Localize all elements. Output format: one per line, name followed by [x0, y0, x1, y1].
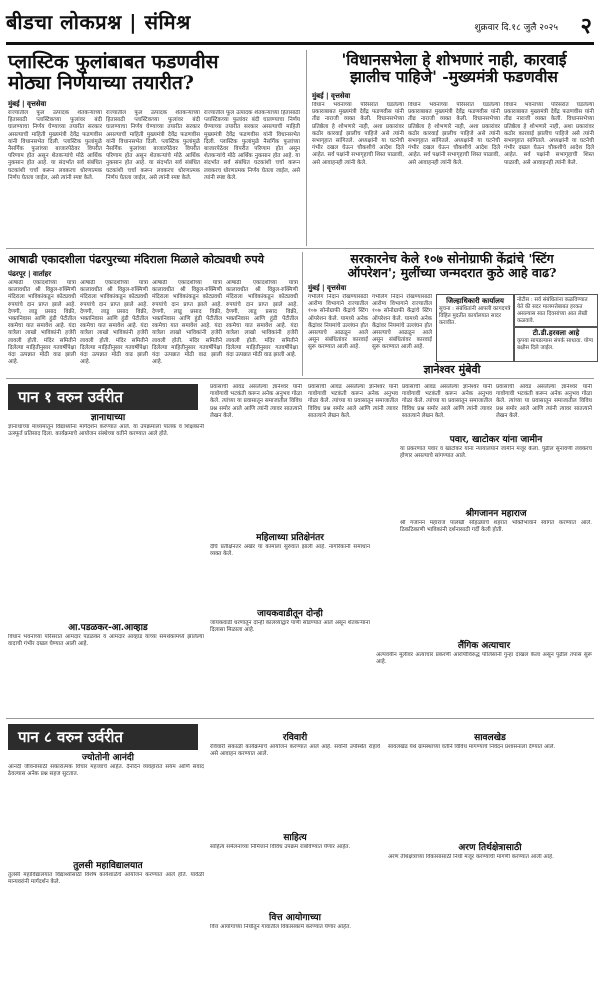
- middle-body-6: वित्त आयोगाच्या निधीतून गावातील विकासकामे करण्यात येणार आहेत.: [210, 924, 352, 930]
- sonography-headline-line-2: ऑपरेशन'; मुलींच्या जन्मदरात कुठे आहे वाढ?: [347, 264, 557, 280]
- dnyaneshwar-body-col-3: प्रवासाची आवड असलेल्या ज्ञानेश्वर यांनी गावोगावी भटकंती करून अनेक अनुभव गोळा केले. त्यांच्या या प्रवासातून समाजातील विविध प्रश्न समोर आले आणि त्यांनी त्यावर सातत्याने लेखन केले.: [496, 384, 592, 419]
- continued-8-subhead-2: तुलसी महाविद्यालयात: [73, 861, 143, 871]
- notice-2-body: कृपया सापडल्यास संपर्क साधावा. योग्य बक्षीस दिले जाईल.: [517, 338, 594, 351]
- right-subhead-4: अरण तिर्थक्षेत्रासाठी: [458, 843, 522, 853]
- plastic-headline-line-1: प्लास्टिक फुलांबाबत फडणवीस: [8, 51, 219, 73]
- right-subhead-1: पवार, खाटोकर यांना जामीन: [449, 435, 543, 445]
- sonography-body-col-2: गर्भलिंग निदान रोखण्यासाठी आरोग्य विभागाने राज्यातील १०७ सोनोग्राफी केंद्रांचे स्टिंग ऑपरेशन केले. यामध्ये अनेक केंद्रांवर नियमांचे उल्लंघन होत असल्याचे आढळून आले असून संबंधितांवर कारवाई सुरू करण्यात आली आहे.: [372, 294, 432, 351]
- assembly-body-col-2: विधान भवनाच्या परिसरात घडलेल्या प्रकाराबाबत मुख्यमंत्री देवेंद्र फडणवीस यांनी तीव्र नाराजी व्यक्त केली. विधानसभेच्या प्रतिष्ठेला हे शोभणारे नाही, अशा प्रकारांवर कठोर कारवाई झालीच पाहिजे असे त्यांनी सभागृहात सांगितले. अध्यक्षांनी या घटनेची गंभीर दखल घेऊन चौकशीचे आदेश दिले आहेत. सर्व पक्षांनी सभागृहाची शिस्त पाळावी, असे आवाहनही त्यांनी केले.: [408, 102, 500, 166]
- continued-1-subhead-2: आ.पडळकर-आ.आव्हाड: [68, 623, 148, 633]
- assembly-headline-line-1: 'विधानसभेला हे शोभणारं नाही, कारवाई: [341, 50, 567, 69]
- right-subhead-3: लैंगिक अत्याचार: [457, 641, 511, 651]
- pandharpur-headline: आषाढी एकादशीला पंढरपुरच्या मंदिराला मिळाले कोट्यवधी रुपये: [8, 253, 265, 266]
- middle-body-4: साहित्य संमेलनाच्या निमित्ताने विविध उपक्रम राबविण्यात येणार आहेत.: [210, 844, 351, 850]
- continued-8-body-2: तुलसी महाविद्यालयात विद्यार्थ्यांसाठी विशेष कार्यशाळेचे आयोजन करण्यात आले होते. यावेळी मान्यवरांनी मार्गदर्शन केले.: [8, 872, 204, 886]
- middle-subhead-5: सावलखेड: [474, 733, 506, 743]
- pandharpur-body-col-4: आषाढी एकादशीच्या यात्रा कालावधीत श्री विठ्ठल-रुक्मिणी मंदिराला भाविकांकडून कोट्यवधी रुपयांचे दान प्राप्त झाले आहे. देणगी, लाडू प्रसाद विक्री, भक्तनिवास आणि हुंडी पेटीतील रकमेचा यात समावेश आहे. यंदा यात्रेला लाखो भाविकांनी हजेरी लावली होती. मंदिर समितीने दिलेल्या माहितीनुसार गतवर्षीपेक्षा यंदा उत्पन्नात मोठी वाढ झाली आहे.: [226, 280, 298, 359]
- assembly-headline: [312, 52, 596, 85]
- assembly-byline: मुंबई | वृत्तसेवा: [312, 92, 351, 100]
- pandharpur-body-col-1: आषाढी एकादशीच्या यात्रा कालावधीत श्री विठ्ठल-रुक्मिणी मंदिराला भाविकांकडून कोट्यवधी रुपयांचे दान प्राप्त झाले आहे. देणगी, लाडू प्रसाद विक्री, भक्तनिवास आणि हुंडी पेटीतील रकमेचा यात समावेश आहे. यंदा यात्रेला लाखो भाविकांनी हजेरी लावली होती. मंदिर समितीने दिलेल्या माहितीनुसार गतवर्षीपेक्षा यंदा उत्पन्नात मोठी वाढ झाली आहे.: [8, 280, 76, 366]
- continued-page-1-banner: पान १ वरुन उर्वरीत: [8, 384, 198, 410]
- assembly-body-col-3: विधान भवनाच्या परिसरात घडलेल्या प्रकाराबाबत मुख्यमंत्री देवेंद्र फडणवीस यांनी तीव्र नाराजी व्यक्त केली. विधानसभेच्या प्रतिष्ठेला हे शोभणारे नाही, अशा प्रकारांवर कठोर कारवाई झालीच पाहिजे असे त्यांनी सभागृहात सांगितले. अध्यक्षांनी या घटनेची गंभीर दखल घेऊन चौकशीचे आदेश दिले आहेत. सर्व पक्षांनी सभागृहाची शिस्त पाळावी, असे आवाहनही त्यांनी केले.: [504, 102, 594, 166]
- pandharpur-body-col-3: आषाढी एकादशीच्या यात्रा कालावधीत श्री विठ्ठल-रुक्मिणी मंदिराला भाविकांकडून कोट्यवधी रुपयांचे दान प्राप्त झाले आहे. देणगी, लाडू प्रसाद विक्री, भक्तनिवास आणि हुंडी पेटीतील रकमेचा यात समावेश आहे. यंदा यात्रेला लाखो भाविकांनी हजेरी लावली होती. मंदिर समितीने दिलेल्या माहितीनुसार गतवर्षीपेक्षा यंदा उत्पन्नात मोठी वाढ झाली आहे.: [152, 280, 222, 366]
- right-body-3: अल्पवयीन मुलीवर अत्याचार प्रकरणी आरोपीविरुद्ध पोलिसांनी गुन्हा दाखल केला असून पुढील तपास सुरू आहे.: [376, 652, 592, 666]
- notice-3-body: नोटीस : सर्व संबंधितांना कळविण्यात येते की सदर मालमत्तेबाबत हरकत असल्यास सात दिवसांच्या आत लेखी कळवावे.: [517, 297, 588, 324]
- plastic-body-col-3: राज्यातील फूल उत्पादक शेतकऱ्यांच्या हितासाठी प्लास्टिकच्या फुलांवर बंदी घालण्याचा निर्णय घेण्याच्या तयारीत सरकार असल्याची माहिती मुख्यमंत्री देवेंद्र फडणवीस यांनी विधानसभेत दिली. प्लास्टिक फुलांमुळे नैसर्गिक फुलांच्या बाजारपेठेवर विपरीत परिणाम होत असून शेतकऱ्यांचे मोठे आर्थिक नुकसान होत आहे. या संदर्भात सर्व संबंधित घटकांशी चर्चा करून लवकरच धोरणात्मक निर्णय घेतला जाईल, असे त्यांनी स्पष्ट केले.: [204, 110, 300, 181]
- notice-box-1: [436, 294, 514, 362]
- right-body-4: अरण तीर्थक्षेत्राच्या विकासासाठी निधी मंजूर करण्याची मागणी करण्यात आली आहे.: [388, 854, 554, 860]
- plastic-headline-line-2: मोठ्या निर्णयाच्या तयारीत?: [8, 71, 194, 94]
- notice-1-title: जिल्हाधिकारी कार्यालय: [446, 297, 504, 305]
- notice-box-2: [514, 294, 598, 328]
- right-body-1: या प्रकरणात पवार व खाटोकर यांना न्यायालयाने जामीन मंजूर केला. पुढील सुनावणी लवकरच होणार असल्याचे सांगण्यात आले.: [400, 446, 592, 460]
- plastic-body-col-2: राज्यातील फूल उत्पादक शेतकऱ्यांच्या हितासाठी प्लास्टिकच्या फुलांवर बंदी घालण्याचा निर्णय घेण्याच्या तयारीत सरकार असल्याची माहिती मुख्यमंत्री देवेंद्र फडणवीस यांनी विधानसभेत दिली. प्लास्टिक फुलांमुळे नैसर्गिक फुलांच्या बाजारपेठेवर विपरीत परिणाम होत असून शेतकऱ्यांचे मोठे आर्थिक नुकसान होत आहे. या संदर्भात सर्व संबंधित घटकांशी चर्चा करून लवकरच धोरणात्मक निर्णय घेतला जाईल, असे त्यांनी स्पष्ट केले.: [106, 110, 200, 181]
- pandharpur-byline: पंढरपूर | वार्ताहर: [8, 270, 52, 278]
- middle-subhead-3: रविवारी: [282, 733, 308, 743]
- issue-date: शुक्रवार दि.१८ जुलै २०२५: [474, 23, 558, 33]
- plastic-headline: [8, 52, 304, 93]
- middle-subhead-6: वित्त आयोगाच्या: [269, 913, 321, 923]
- section-rule: [6, 248, 594, 249]
- masthead-rule: [6, 42, 594, 45]
- notice-1-body: सूचना : संबंधितांनी आपली कागदपत्रे विहित मुदतीत कार्यालयात सादर करावीत.: [439, 306, 511, 326]
- assembly-body-col-1: विधान भवनाच्या परिसरात घडलेल्या प्रकाराबाबत मुख्यमंत्री देवेंद्र फडणवीस यांनी तीव्र नाराजी व्यक्त केली. विधानसभेच्या प्रतिष्ठेला हे शोभणारे नाही, अशा प्रकारांवर कठोर कारवाई झालीच पाहिजे असे त्यांनी सभागृहात सांगितले. अध्यक्षांनी या घटनेची गंभीर दखल घेऊन चौकशीचे आदेश दिले आहेत. सर्व पक्षांनी सभागृहाची शिस्त पाळावी, असे आवाहनही त्यांनी केले.: [312, 102, 404, 166]
- right-body-2: श्री गजानन महाराज पालखी सोहळ्याचे शहरात भक्तिभावाने स्वागत करण्यात आले. ठिकठिकाणी भाविकांनी दर्शनासाठी गर्दी केली होती.: [400, 520, 592, 534]
- masthead: [6, 6, 594, 46]
- continued-1-body: ज्ञानाधाच्या माध्यमातून विद्यार्थ्यांना मार्गदर्शन करण्यात आले. या उपक्रमाला पालक व शिक्षकांनी उत्स्फूर्त प्रतिसाद दिला. कार्यक्रमाचे आयोजन संस्थेच्या वतीने करण्यात आले होते.: [8, 424, 204, 438]
- continued-8-subhead: ज्योतोनी आनंदी: [82, 753, 134, 763]
- plastic-body-col-1: राज्यातील फूल उत्पादक शेतकऱ्यांच्या हितासाठी प्लास्टिकच्या फुलांवर बंदी घालण्याचा निर्णय घेण्याच्या तयारीत सरकार असल्याची माहिती मुख्यमंत्री देवेंद्र फडणवीस यांनी विधानसभेत दिली. प्लास्टिक फुलांमुळे नैसर्गिक फुलांच्या बाजारपेठेवर विपरीत परिणाम होत असून शेतकऱ्यांचे मोठे आर्थिक नुकसान होत आहे. या संदर्भात सर्व संबंधित घटकांशी चर्चा करून लवकरच धोरणात्मक निर्णय घेतला जाईल, असे त्यांनी स्पष्ट केले.: [8, 110, 102, 181]
- continued-1-body-2: विधान भवनाच्या परिसरात आमदार पडळकर व आमदार आव्हाड यांच्या समर्थकांमध्ये झालेल्या वादाची गंभीर दखल घेण्यात आली आहे.: [8, 634, 204, 648]
- right-subhead-2: श्रीगजानन महाराज: [465, 509, 527, 519]
- middle-body-5: सावलखेड येथे ग्रामस्थांच्या वतीने विविध मागण्यांचे निवेदन प्रशासनाला देण्यात आले.: [388, 744, 556, 750]
- section-rule: [6, 378, 594, 379]
- page-number: २: [580, 14, 592, 39]
- sonography-byline: मुंबई | वृत्तसेवा: [308, 284, 347, 292]
- middle-body-2: जायकवाडी धरणातून दोन्ही कालव्यांद्वारे पाणी सोडण्यात आले असून शेतकऱ्यांना दिलासा मिळाला आहे.: [210, 620, 370, 634]
- middle-subhead-4: साहित्य: [283, 833, 307, 843]
- continued-8-body: आनंदी जीवनासाठी सकारात्मक विचार महत्त्वाचे आहेत. दैनंदिन व्यवहारात संयम आणि संवाद ठेवल्यास अनेक प्रश्न सहज सुटतात.: [8, 764, 204, 778]
- column-divider: [302, 252, 303, 376]
- middle-body-3: रविवारी सकाळी कार्यक्रमाचे आयोजन करण्यात आले आहे. सर्वांनी उपस्थित राहावे असे आवाहन करण्यात आले.: [210, 744, 380, 758]
- sonography-body-col-1: गर्भलिंग निदान रोखण्यासाठी आरोग्य विभागाने राज्यातील १०७ सोनोग्राफी केंद्रांचे स्टिंग ऑपरेशन केले. यामध्ये अनेक केंद्रांवर नियमांचे उल्लंघन होत असल्याचे आढळून आले असून संबंधितांवर कारवाई सुरू करण्यात आली आहे.: [308, 294, 368, 351]
- dnyaneshwar-title: ज्ञानेश्वर मुंबेवी: [423, 363, 481, 376]
- plastic-byline: मुंबई | वृत्तसेवा: [8, 100, 47, 108]
- pandharpur-body-col-2: आषाढी एकादशीच्या यात्रा कालावधीत श्री विठ्ठल-रुक्मिणी मंदिराला भाविकांकडून कोट्यवधी रुपयांचे दान प्राप्त झाले आहे. देणगी, लाडू प्रसाद विक्री, भक्तनिवास आणि हुंडी पेटीतील रकमेचा यात समावेश आहे. यंदा यात्रेला लाखो भाविकांनी हजेरी लावली होती. मंदिर समितीने दिलेल्या माहितीनुसार गतवर्षीपेक्षा यंदा उत्पन्नात मोठी वाढ झाली आहे.: [80, 280, 148, 366]
- notice-box-3: [514, 326, 598, 362]
- continued-page-8-banner: पान ८ वरुन उर्वरीत: [8, 724, 198, 750]
- dnyaneshwar-body-col-2: प्रवासाची आवड असलेल्या ज्ञानेश्वर यांनी गावोगावी भटकंती करून अनेक अनुभव गोळा केले. त्यांच्या या प्रवासातून समाजातील विविध प्रश्न समोर आले आणि त्यांनी त्यावर सातत्याने लेखन केले.: [402, 384, 492, 419]
- section-rule: [6, 718, 594, 719]
- notice-2-title: टी.डी.हरवला आहे: [532, 329, 580, 337]
- column-divider: [306, 50, 307, 246]
- assembly-headline-line-2: झालीच पाहिजे' -मुख्यमंत्री फडणवीस: [350, 66, 558, 86]
- newspaper-title: बीडचा लोकप्रश्न | संमिश्र: [6, 10, 191, 34]
- sonography-headline: [308, 252, 596, 279]
- middle-subhead-2: जायकवाडीतून दोन्ही: [257, 609, 323, 619]
- dnyaneshwar-body-col-1: प्रवासाची आवड असलेल्या ज्ञानेश्वर यांनी गावोगावी भटकंती करून अनेक अनुभव गोळा केले. त्यांच्या या प्रवासातून समाजातील विविध प्रश्न समोर आले आणि त्यांनी त्यावर सातत्याने लेखन केले.: [308, 384, 398, 419]
- middle-subhead-1: महिलाध्या प्रतिक्षेनंतर: [256, 533, 324, 543]
- middle-body-1: दीर्घ प्रतीक्षेनंतर अखेर या कामाला सुरुवात झाली आहे. नागरिकांनी समाधान व्यक्त केले.: [210, 544, 370, 558]
- sonography-headline-line-1: सरकारनेच केले १०७ सोनोग्राफी केंद्रांचे 'स्टिंग: [350, 251, 554, 266]
- continued-1-subhead: ज्ञानाधाच्या: [90, 413, 126, 423]
- middle-body-top: प्रवासाची आवड असलेल्या ज्ञानेश्वर यांनी गावोगावी भटकंती करून अनेक अनुभव गोळा केले. त्यांच्या या प्रवासातून समाजातील विविध प्रश्न समोर आले आणि त्यांनी त्यावर सातत्याने लेखन केले.: [210, 384, 302, 419]
